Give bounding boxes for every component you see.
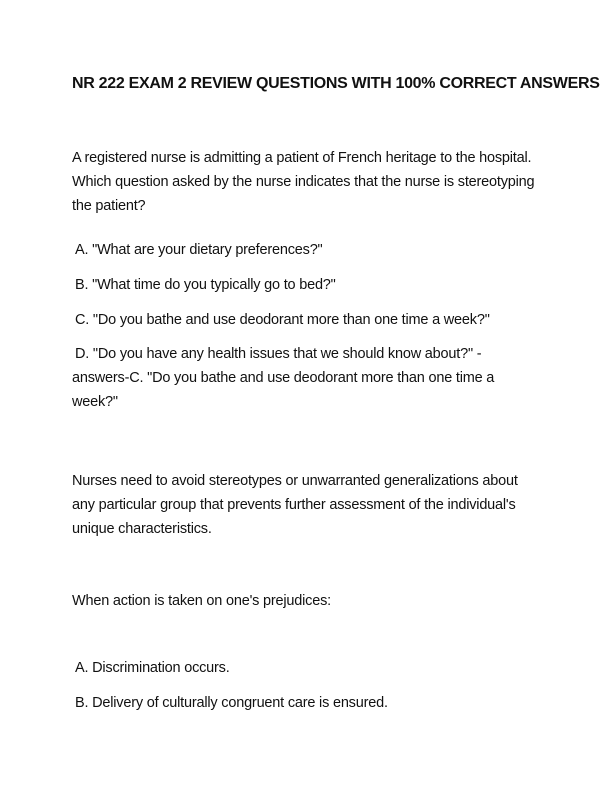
question-2-option-a: A. Discrimination occurs. — [75, 660, 230, 676]
question-1-stem: A registered nurse is admitting a patient of French heritage to the hospital. Which question asked by the nurse indicates that the nurse is stereotyping the patient? — [72, 150, 535, 214]
question-1-option-b: B. "What time do you typically go to bed?" — [75, 277, 336, 293]
question-1-option-a: A. "What are your dietary preferences?" — [75, 242, 323, 258]
question-2-stem: When action is taken on one's prejudices: — [72, 593, 331, 609]
question-1-option-c: C. "Do you bathe and use deodorant more than one time a week?" — [75, 312, 490, 328]
question-1-option-d-text: D. "Do you have any health issues that we should know about?" - answers-C. "Do you bathe and use deodorant more than one time a week?" — [72, 346, 495, 410]
question-2-option-b: B. Delivery of culturally congruent care is ensured. — [75, 695, 388, 711]
question-1-option-d-with-answer — [72, 342, 540, 414]
document-title: NR 222 EXAM 2 REVIEW QUESTIONS WITH 100% CORRECT ANSWERS — [72, 75, 600, 92]
question-1-rationale: Nurses need to avoid stereotypes or unwarranted generalizations about any particular group that prevents further assessment of the individual's unique characteristics. — [72, 473, 518, 537]
